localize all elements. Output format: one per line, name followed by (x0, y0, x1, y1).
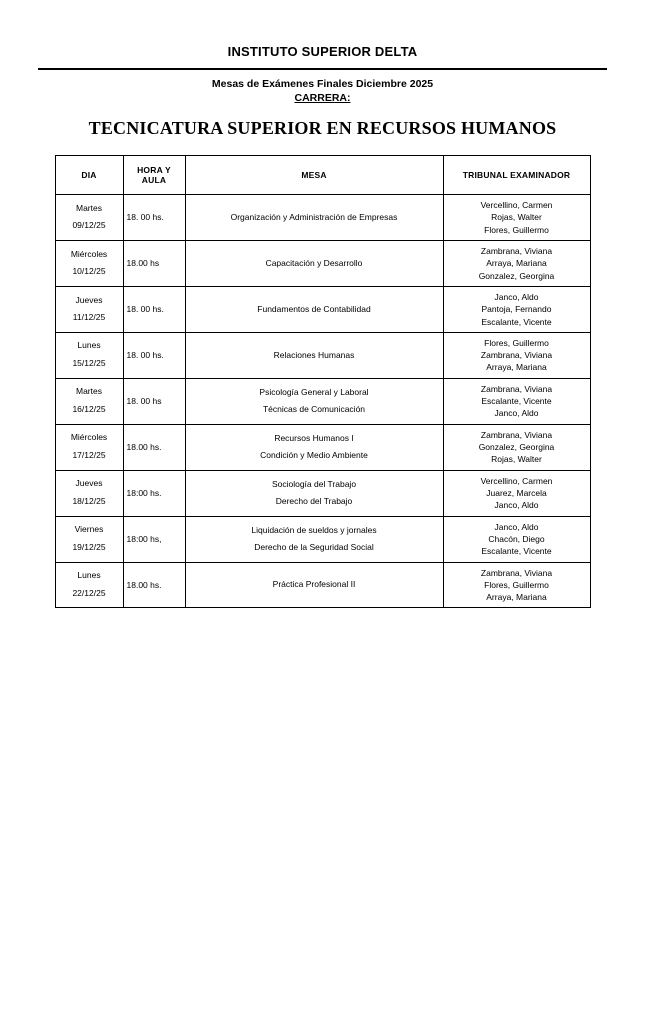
cell-time: 18.00 hs (123, 240, 185, 286)
cell-subjects (185, 424, 443, 470)
cell-time: 18. 00 hs. (123, 332, 185, 378)
table-row (55, 516, 590, 562)
cell-subjects (185, 240, 443, 286)
day-name: Lunes (77, 570, 101, 581)
cell-day (55, 562, 123, 608)
panel-member: Escalante, Vicente (481, 546, 552, 557)
panel-member: Zambrana, Viviana (480, 350, 553, 361)
carrera-label: CARRERA: (294, 92, 351, 104)
subject-name: Liquidación de sueldos y jornales (251, 525, 377, 536)
cell-time: 18:00 hs. (123, 470, 185, 516)
cell-panel (443, 195, 590, 241)
table-row (55, 286, 590, 332)
cell-time: 18.00 hs. (123, 562, 185, 608)
cell-subjects (185, 470, 443, 516)
cell-panel (443, 562, 590, 608)
panel-member: Gonzalez, Georgina (478, 442, 555, 452)
panel-member: Pantoja, Fernando (481, 304, 552, 315)
table-row (55, 424, 590, 470)
institution-title: INSTITUTO SUPERIOR DELTA (227, 44, 418, 59)
career-name: TECNICATURA SUPERIOR EN RECURSOS HUMANOS (88, 118, 557, 138)
panel-member: Arraya, Mariana (486, 362, 547, 373)
subject-name: Condición y Medio Ambiente (260, 450, 368, 461)
cell-subjects (185, 562, 443, 608)
table-row (55, 378, 590, 424)
panel-member: Arraya, Mariana (486, 258, 547, 269)
subject-name: Derecho del Trabajo (275, 496, 353, 507)
cell-panel (443, 378, 590, 424)
cell-day (55, 332, 123, 378)
table-row (55, 470, 590, 516)
panel-member: Janco, Aldo (494, 408, 539, 419)
cell-subjects (185, 286, 443, 332)
panel-member: Zambrana, Viviana (480, 245, 553, 256)
cell-time: 18:00 hs, (123, 516, 185, 562)
panel-member: Zambrana, Viviana (480, 429, 553, 440)
subject-name: Recursos Humanos I (274, 433, 354, 444)
panel-member: Janco, Aldo (494, 500, 539, 511)
panel-member: Juarez, Marcela (486, 487, 547, 498)
day-date: 22/12/25 (72, 587, 106, 598)
panel-member: Chacón, Diego (488, 533, 545, 544)
panel-member: Vercellino, Carmen (480, 200, 553, 210)
cell-day (55, 424, 123, 470)
panel-member: Escalante, Vicente (481, 396, 552, 407)
day-name: Jueves (75, 478, 103, 489)
panel-member: Zambrana, Viviana (480, 383, 553, 394)
cell-time: 18.00 hs. (123, 424, 185, 470)
day-date: 16/12/25 (72, 404, 106, 415)
cell-day (55, 240, 123, 286)
cell-panel (443, 332, 590, 378)
header-divider (38, 68, 607, 70)
cell-panel (443, 424, 590, 470)
column-header-mesa: MESA (185, 156, 443, 195)
table-row (55, 332, 590, 378)
panel-member: Zambrana, Viviana (480, 567, 553, 578)
day-date: 11/12/25 (72, 312, 106, 323)
panel-member: Janco, Aldo (494, 291, 539, 302)
column-header-tribunal: TRIBUNAL EXAMINADOR (443, 156, 590, 195)
cell-time: 18. 00 hs. (123, 195, 185, 241)
day-date: 17/12/25 (72, 450, 106, 461)
cell-time: 18. 00 hs. (123, 286, 185, 332)
table-body (55, 195, 590, 608)
cell-time: 18. 00 hs (123, 378, 185, 424)
panel-member: Flores, Guillermo (484, 337, 549, 348)
day-name: Viernes (74, 524, 104, 535)
day-date: 18/12/25 (72, 496, 106, 507)
cell-panel (443, 240, 590, 286)
cell-day (55, 286, 123, 332)
day-name: Lunes (77, 340, 101, 351)
subject-name: Práctica Profesional II (272, 579, 356, 590)
panel-member: Rojas, Walter (491, 454, 542, 465)
subject-name: Organización y Administración de Empresas (230, 211, 398, 222)
panel-member: Flores, Guillermo (484, 224, 549, 235)
panel-member: Vercellino, Carmen (480, 475, 553, 486)
document-subtitle: Mesas de Exámenes Finales Diciembre 2025 (211, 78, 434, 90)
panel-member: Janco, Aldo (494, 521, 539, 532)
panel-member: Flores, Guillermo (484, 579, 549, 590)
column-header-hora-aula: HORA Y AULA (123, 156, 185, 195)
subject-name: Relaciones Humanas (273, 349, 355, 360)
day-date: 15/12/25 (72, 358, 106, 369)
cell-day (55, 516, 123, 562)
panel-member: Escalante, Vicente (481, 316, 552, 327)
subject-name: Capacitación y Desarrollo (265, 257, 363, 268)
cell-panel (443, 470, 590, 516)
subject-name: Técnicas de Comunicación (262, 404, 366, 415)
panel-member: Rojas, Walter (491, 212, 542, 223)
cell-subjects (185, 516, 443, 562)
subject-name: Derecho de la Seguridad Social (254, 542, 374, 553)
day-name: Miércoles (70, 432, 108, 443)
exam-schedule-table (55, 155, 591, 608)
panel-member: Gonzalez, Georgina (478, 270, 555, 281)
column-header-dia: DIA (55, 156, 123, 195)
day-name: Jueves (75, 294, 103, 305)
panel-member: Arraya, Mariana (486, 592, 547, 603)
table-header (55, 156, 590, 195)
cell-panel (443, 516, 590, 562)
cell-day (55, 195, 123, 241)
day-date: 19/12/25 (72, 542, 106, 553)
table-header-row (55, 156, 590, 195)
day-name: Miércoles (70, 248, 108, 259)
day-name: Martes (76, 202, 102, 213)
day-name: Martes (76, 386, 102, 397)
cell-day (55, 470, 123, 516)
subject-name: Psicología General y Laboral (259, 387, 369, 398)
subject-name: Sociología del Trabajo (271, 479, 357, 490)
table-row (55, 562, 590, 608)
table-row (55, 240, 590, 286)
day-date: 09/12/25 (72, 220, 106, 231)
day-date: 10/12/25 (72, 266, 106, 277)
cell-panel (443, 286, 590, 332)
cell-day (55, 378, 123, 424)
cell-subjects (185, 195, 443, 241)
cell-subjects (185, 332, 443, 378)
table-row (55, 195, 590, 241)
subject-name: Fundamentos de Contabilidad (257, 303, 371, 314)
cell-subjects (185, 378, 443, 424)
